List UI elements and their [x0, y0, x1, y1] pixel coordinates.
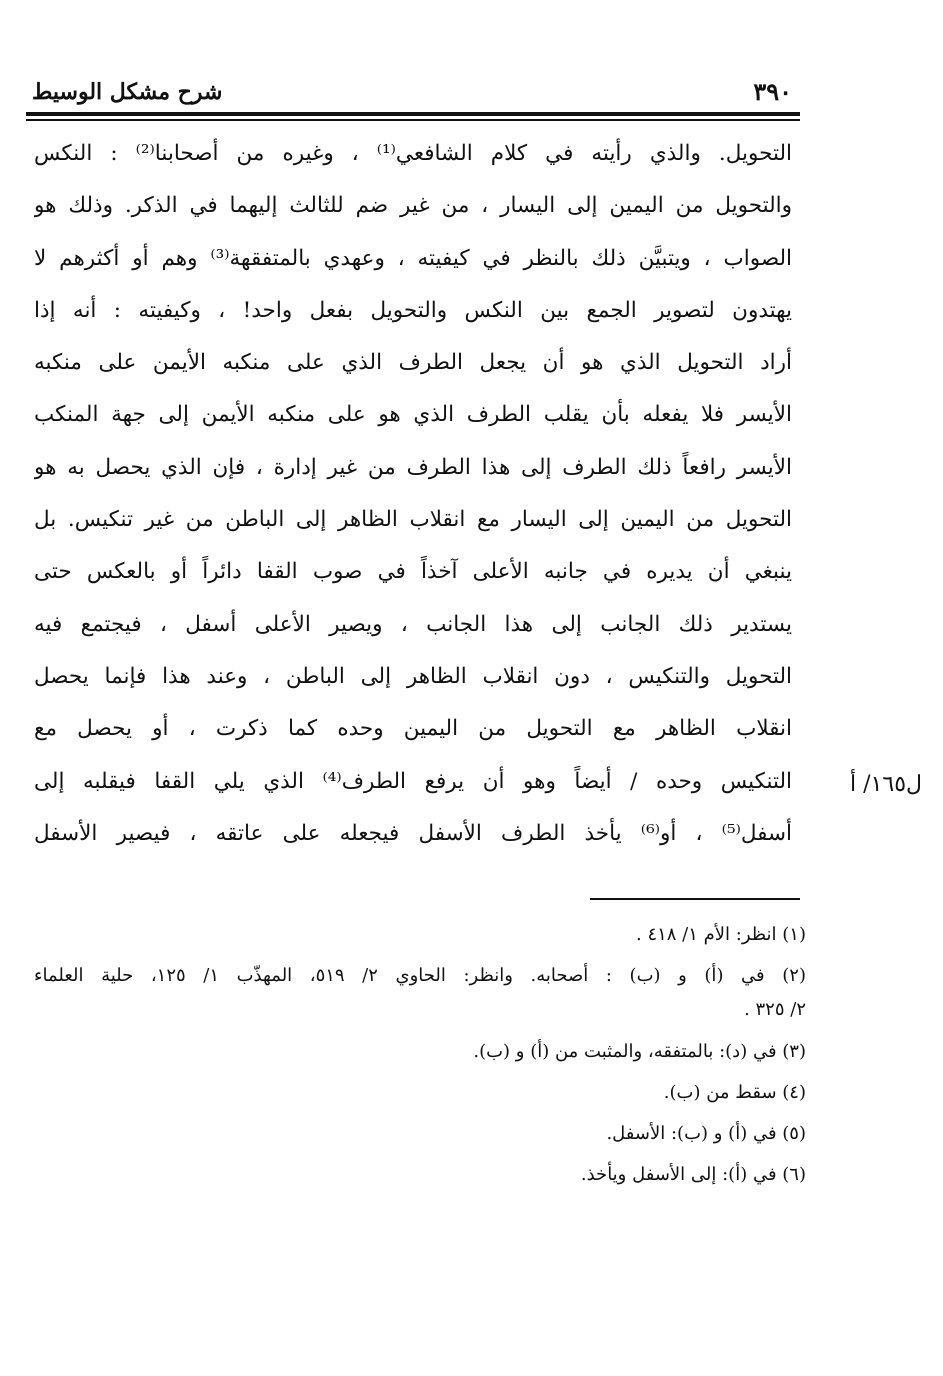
manuscript-folio-marker: ل١٦٥/ أ: [850, 772, 922, 797]
footnote: (١) انظر: الأم ١/ ٤١٨ .: [635, 924, 806, 945]
main-text: [34, 128, 792, 860]
text-line: التحويل والتنكيس ، دون انقلاب الظاهر إلى الباطن ، وعند هذا فإنما يحصل: [34, 663, 792, 689]
text-line: الصواب ، ويتبيَّن ذلك بالنظر في كيفيته ، وعهدي بالمتفقهة⁽³⁾ وهم أو أكثرهم لا: [34, 245, 792, 271]
text-line: أراد التحويل الذي هو أن يجعل الطرف الذي على منكبه الأيمن على منكبه: [34, 350, 792, 376]
text-line: التحويل. والذي رأيته في كلام الشافعي⁽¹⁾ ، وغيره من أصحابنا⁽²⁾ : النكس: [34, 141, 792, 166]
footnote: [34, 959, 806, 1027]
footnote: (٥) في (أ) و (ب): الأسفل.: [606, 1123, 806, 1144]
text-line: التنكيس وحده / أيضاً وهو أن يرفع الطرف⁽⁴⁾ الذي يلي القفا فيقلبه إلى: [34, 768, 792, 794]
header-rule-thick: [26, 112, 800, 116]
footnote: (٣) في (د): بالمتفقه، والمثبت من (أ) و (ب).: [473, 1041, 806, 1062]
text-line: أسفل⁽⁵⁾ ، أو⁽⁶⁾ يأخذ الطرف الأسفل فيجعله على عاتقه ، فيصير الأسفل: [34, 820, 792, 846]
footnote-separator: [590, 898, 800, 900]
footnote-line: ٢/ ٣٢٥ .: [744, 999, 806, 1020]
header-rule-thin: [26, 119, 800, 121]
footnote: (٦) في (أ): إلى الأسفل ويأخذ.: [580, 1164, 806, 1185]
page-header: [32, 78, 792, 106]
footnotes: [34, 918, 806, 1192]
footnote-line: (٢) في (أ) و (ب) : أصحابه. وانظر: الحاوي ٢/ ٥١٩، المهذّب ١/ ١٢٥، حلية العلماء: [34, 965, 806, 986]
page-number: ٣٩٠: [753, 77, 792, 106]
text-line: انقلاب الظاهر مع التحويل من اليمين وحده كما ذكرت ، أو يحصل مع: [34, 716, 792, 742]
footnote: (٤) سقط من (ب).: [663, 1082, 806, 1103]
text-line: ينبغي أن يديره في جانبه الأعلى آخذاً في صوب القفا دائراً أو بالعكس حتى: [34, 559, 792, 585]
running-title: شرح مشكل الوسيط: [32, 79, 223, 105]
text-line: يهتدون لتصوير الجمع بين النكس والتحويل بفعل واحد! ، وكيفيته : أنه إذا: [34, 297, 792, 323]
text-line: الأيسر رافعاً ذلك الطرف إلى هذا الطرف من غير إدارة ، فإن الذي يحصل به هو: [34, 454, 792, 480]
text-line: والتحويل من اليمين إلى اليسار ، من غير ضم للثالث إليهما في الذكر. وذلك هو: [34, 193, 792, 219]
text-line: التحويل من اليمين إلى اليسار مع انقلاب الظاهر إلى الباطن من غير تنكيس. بل: [34, 507, 792, 533]
text-line: يستدير ذلك الجانب إلى هذا الجانب ، ويصير الأعلى أسفل ، فيجتمع فيه: [34, 611, 792, 637]
text-line: الأيسر فلا يفعله بأن يقلب الطرف الذي هو على منكبه الأيمن إلى جهة المنكب: [34, 402, 792, 428]
